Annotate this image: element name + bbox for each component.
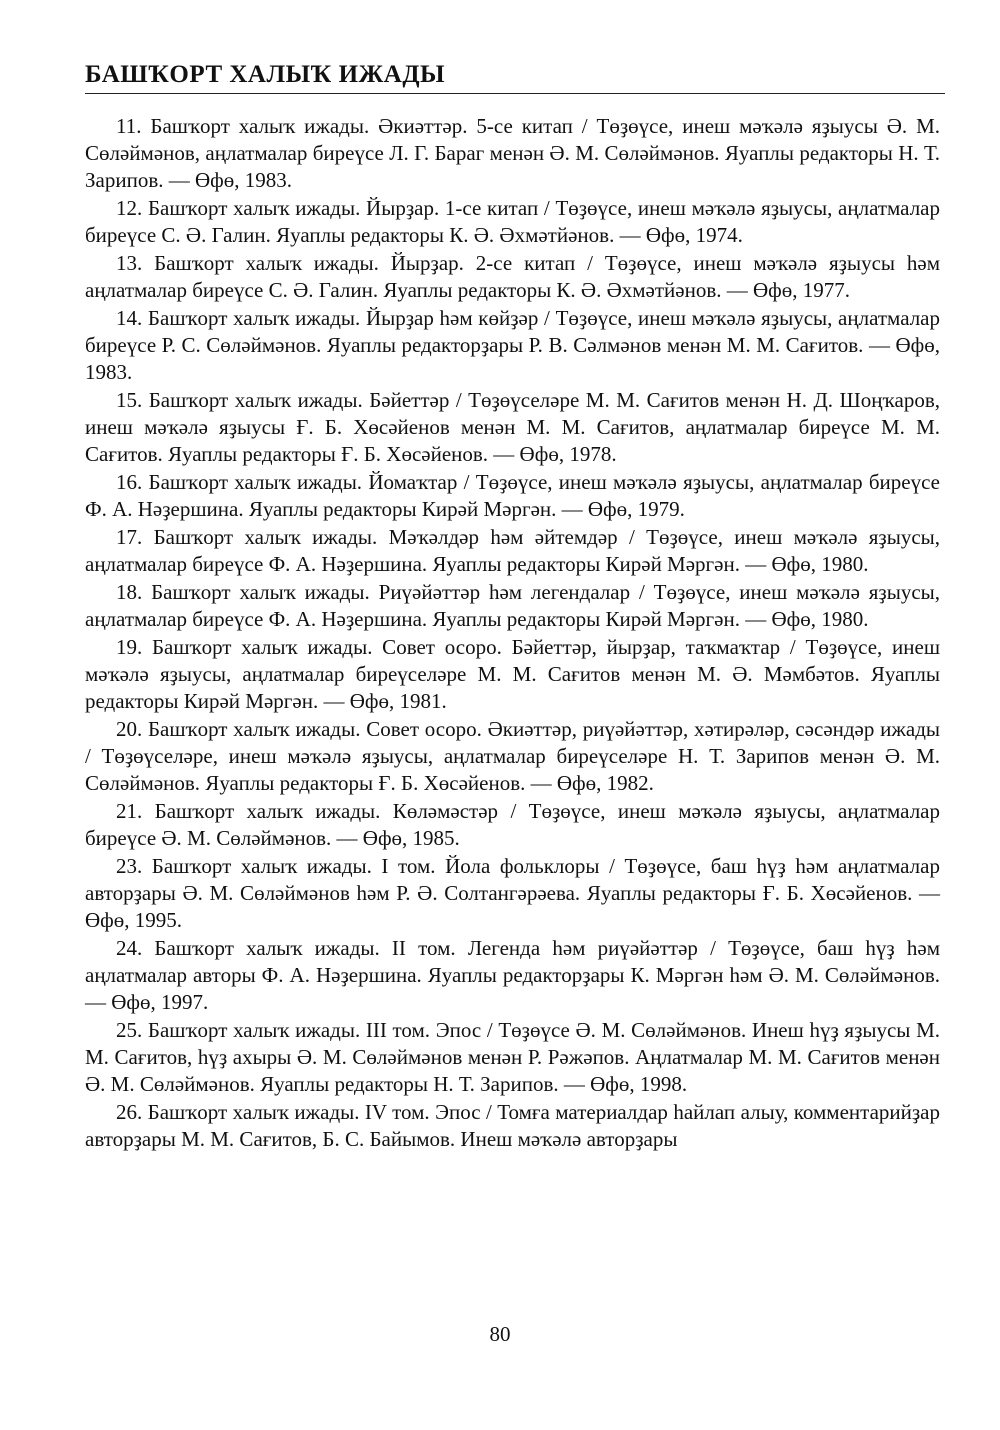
running-title: БАШҠОРТ ХАЛЫҠ ИЖАДЫ [85,61,446,88]
bibliography-list [85,113,940,1154]
bibliography-entry: 19. Башҡорт халыҡ ижады. Совет осоро. Бәйеттәр, йырҙар, таҡмаҡтар / Төҙөүсе, инеш мәҡәлә яҙыусы, аңлатмалар биреүселәре М. М. Сағитов менән М. Ә. Мәмбәтов. Яуаплы редакторы Кирәй Мәргән. — Өфө, 1981. [85,635,940,713]
header-rule [85,93,945,94]
page-number: 80 [489,1322,511,1346]
bibliography-entry: 26. Башҡорт халыҡ ижады. IV том. Эпос / Томға материалдар һайлап алыу, комментарийҙар авторҙары М. М. Сағитов, Б. С. Байымов. Инеш мәҡәлә авторҙары [85,1100,940,1151]
bibliography-entry: 13. Башҡорт халыҡ ижады. Йырҙар. 2-се китап / Төҙөүсе, инеш мәҡәлә яҙыусы һәм аңлатмалар биреүсе С. Ә. Галин. Яуаплы редакторы К. Ә. Әхмәтйәнов. — Өфө, 1977. [85,251,940,302]
bibliography-entry: 18. Башҡорт халыҡ ижады. Риүәйәттәр һәм легендалар / Төҙөүсе, инеш мәҡәлә яҙыусы, аңлатмалар биреүсе Ф. А. Нәҙершина. Яуаплы редакторы Кирәй Мәргән. — Өфө, 1980. [85,580,940,631]
bibliography-entry: 17. Башҡорт халыҡ ижады. Мәҡәлдәр һәм әйтемдәр / Төҙөүсе, инеш мәҡәлә яҙыусы, аңлатмалар биреүсе Ф. А. Нәҙершина. Яуаплы редакторы Кирәй Мәргән. — Өфө, 1980. [85,525,940,576]
bibliography-entry: 15. Башҡорт халыҡ ижады. Бәйеттәр / Төҙөүселәре М. М. Сағитов менән Н. Д. Шоңҡаров, инеш мәҡәлә яҙыусы Ғ. Б. Хөсәйенов менән М. М. Сағитов, аңлатмалар биреүсе М. М. Сағитов. Яуаплы редакторы Ғ. Б. Хөсәйенов. — Өфө, 1978. [85,388,940,466]
bibliography-entry: 16. Башҡорт халыҡ ижады. Йомаҡтар / Төҙөүсе, инеш мәҡәлә яҙыусы, аңлатмалар биреүсе Ф. А. Нәҙершина. Яуаплы редакторы Кирәй Мәргән. — Өфө, 1979. [85,470,940,521]
bibliography-entry: 12. Башҡорт халыҡ ижады. Йырҙар. 1-се китап / Төҙөүсе, инеш мәҡәлә яҙыусы, аңлатмалар биреүсе С. Ә. Галин. Яуаплы редакторы К. Ә. Әхмәтйәнов. — Өфө, 1974. [85,196,940,247]
bibliography-entry: 14. Башҡорт халыҡ ижады. Йырҙар һәм көйҙәр / Төҙөүсе, инеш мәҡәлә яҙыусы, аңлатмалар биреүсе Р. С. Сөләймәнов. Яуаплы редакторҙары Р. В. Сәлмәнов менән М. М. Сағитов. — Өфө, 1983. [85,306,940,384]
bibliography-entry: 20. Башҡорт халыҡ ижады. Совет осоро. Әкиәттәр, риүәйәттәр, хәтирәләр, сәсәндәр ижады / Төҙөүселәре, инеш мәҡәлә яҙыусы, аңлатмалар биреүселәре Н. Т. Зарипов менән Ә. М. Сөләймәнов. Яуаплы редакторы Ғ. Б. Хөсәйенов. — Өфө, 1982. [85,717,940,795]
bibliography-entry: 25. Башҡорт халыҡ ижады. III том. Эпос / Төҙөүсе Ә. М. Сөләймәнов. Инеш һүҙ яҙыусы М. М. Сағитов, һүҙ ахыры Ә. М. Сөләймәнов менән Р. Рәжәпов. Аңлатмалар М. М. Сағитов менән Ә. М. Сөләймәнов. Яуаплы редакторы Н. Т. Зарипов. — Өфө, 1998. [85,1018,940,1096]
bibliography-entry: 23. Башҡорт халыҡ ижады. I том. Йола фольклоры / Төҙөүсе, баш һүҙ һәм аңлатмалар авторҙары Ә. М. Сөләймәнов һәм Р. Ә. Солтангәрәева. Яуаплы редакторы Ғ. Б. Хөсәйенов. — Өфө, 1995. [85,854,940,932]
bibliography-entry: 21. Башҡорт халыҡ ижады. Көләмәстәр / Төҙөүсе, инеш мәҡәлә яҙыусы, аңлатмалар биреүсе Ә. М. Сөләймәнов. — Өфө, 1985. [85,799,940,850]
bibliography-entry: 24. Башҡорт халыҡ ижады. II том. Легенда һәм риүәйәттәр / Төҙөүсе, баш һүҙ һәм аңлатмалар авторы Ф. А. Нәҙершина. Яуаплы редакторҙары К. Мәргән һәм Ә. М. Сөләймәнов. — Өфө, 1997. [85,936,940,1014]
bibliography-entry: 11. Башҡорт халыҡ ижады. Әкиәттәр. 5-се китап / Төҙөүсе, инеш мәҡәлә яҙыусы Ә. М. Сөләймәнов, аңлатмалар биреүсе Л. Г. Бараг менән Ә. М. Сөләймәнов. Яуаплы редакторы Н. Т. Зарипов. — Өфө, 1983. [85,114,940,192]
